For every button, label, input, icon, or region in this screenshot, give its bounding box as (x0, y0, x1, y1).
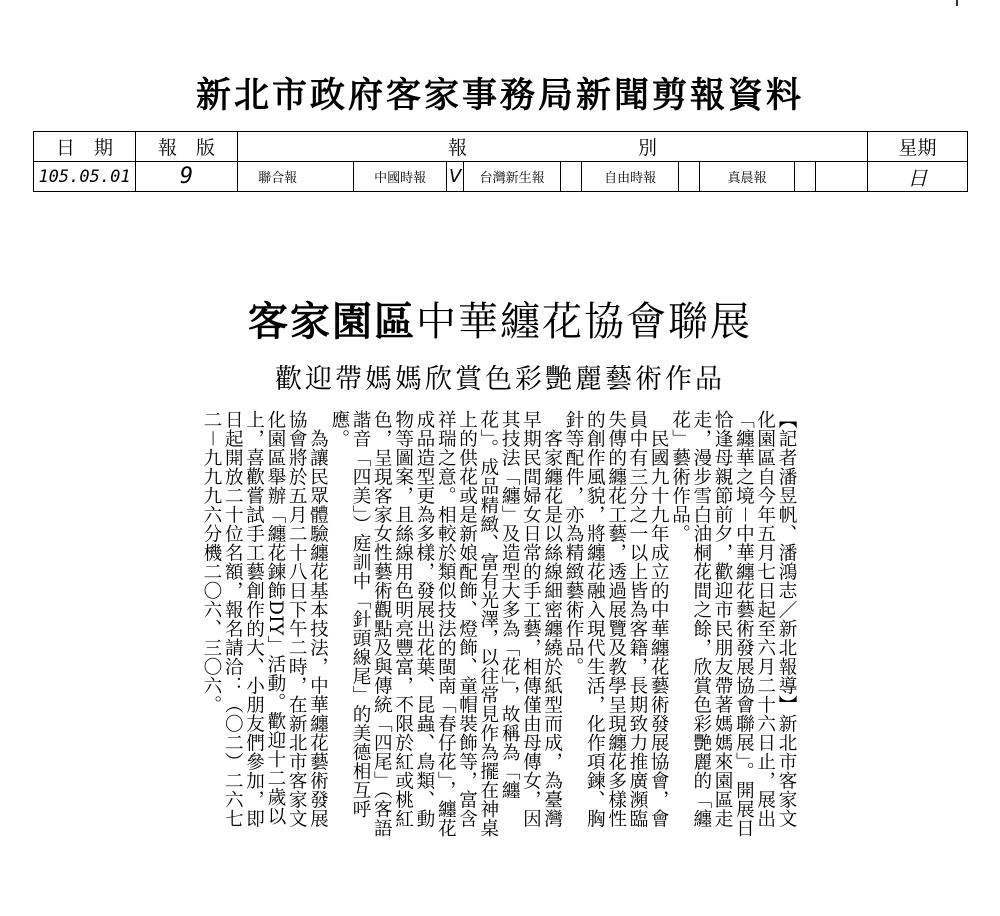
paper-libertytimes (582, 162, 700, 191)
paper-udn (238, 162, 354, 191)
weekday-header: 星期 (868, 132, 968, 162)
paper-name: 真晨報 (727, 171, 767, 186)
date-header: 日 期 (34, 132, 136, 162)
edition-value: 9 (136, 162, 238, 192)
article-body (200, 410, 797, 840)
paper-name: 台灣新生報 (479, 171, 545, 186)
article-subheadline: 歡迎帶媽媽欣賞色彩艷麗藝術作品 (275, 364, 725, 395)
newspaper-header: 報 別 (238, 132, 868, 162)
paper-check-box: V (446, 162, 464, 191)
paper-check-box (794, 162, 816, 191)
newspaper-list (238, 162, 868, 192)
paper-check-box (317, 162, 354, 191)
paper-check-box (560, 162, 582, 191)
info-table (33, 131, 968, 192)
paper-shengpao (464, 162, 582, 191)
paper-name: 聯合報 (258, 171, 298, 186)
headline-part-2: 中華纏花協會聯展 (416, 299, 752, 345)
headline-part-1: 客家園區 (248, 298, 416, 345)
article-paragraph-4: 為讓民眾體驗纏花基本技法，中華纏花藝術發展協會將於五月二十八日下午二時，在新北市客家文化園區舉辦「纏花鍊飾DIY」活動。歡迎十二歲以上，喜歡嘗試手工藝創作的大、小朋友們參加，即日起開放二十位名額，報名請洽：（〇二）二六七二－九九九六分機二〇六、三〇六。 (200, 410, 329, 828)
date-value: 105.05.01 (34, 162, 136, 192)
paper-morning (700, 162, 867, 191)
weekday-value: 日 (868, 162, 968, 192)
paper-chinatimes (354, 162, 464, 191)
paper-name: 自由時報 (604, 171, 657, 186)
article-paragraph-2: 民國九十九年成立的中華纏花藝術發展協會，會員中有三分之一以上皆為客籍，長期致力推廣瀕臨失傳的纏花工藝，透過展覽及教學呈現纏花多樣性的創作風貌，將纏花融入現代生活，化作項鍊、胸針等配件，亦為精緻藝術作品。 (563, 410, 670, 828)
article-headline (0, 296, 1000, 348)
edition-header: 報 版 (136, 132, 238, 162)
document-title: 新北市政府客家事務局新聞剪報資料 (195, 75, 804, 116)
paper-name: 中國時報 (374, 171, 427, 186)
article-paragraph-1: 【記者潘昱帆、潘鴻志／新北報導】新北市客家文化園區自今年五月七日起至六月二十六日止，展出「纏華之境－中華纏花藝術發展協會聯展」。開展日恰逢母親節前夕，歡迎市民朋友帶著媽媽來園區走走，漫步雪白油桐花間之餘，欣賞色彩艷麗的「纏花」藝術作品。 (669, 410, 797, 838)
paper-check-box (678, 162, 700, 191)
article-paragraph-3: 客家纏花是以絲線細密纏繞於紙型而成，為臺灣早期民間婦女日常的手工藝，相傳僅由母傳女，因其技法「纏」及造型大多為「花」，故稱為「纏花」。成品精緻、富有光澤，以往常見作為擺在神桌上的供花或是新娘配飾、燈飾、童帽裝飾等，富含祥瑞之意。相較於類似技法的閩南「春仔花」，纏花成品造型更為多樣，發展出花葉、昆蟲、鳥類、動物等圖案，且絲線用色明亮豐富，不限於紅或桃紅色，呈現客家女性藝術觀點及與傳統「四尾」（客語諧音「四美」）庭訓中「針頭線尾」的美德相互呼應。 (328, 410, 563, 838)
scan-mark (956, 0, 958, 6)
info-header-row (34, 132, 968, 162)
info-value-row (34, 162, 968, 192)
